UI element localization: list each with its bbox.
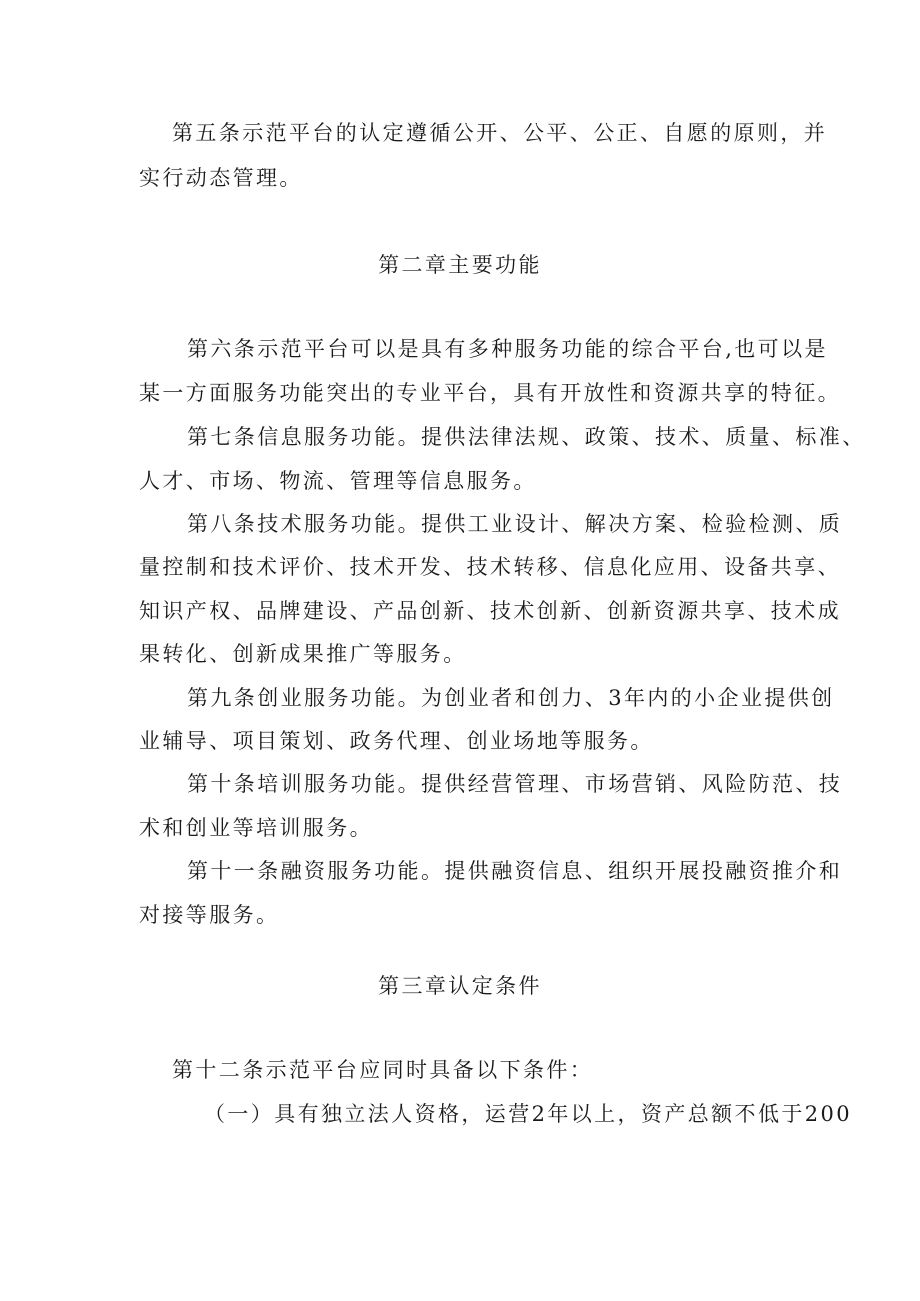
chapter-3-title: 第三章认定条件 [378,974,542,998]
article-12-item-1: （一）具有独立法人资格，运营2年以上，资产总额不低于200 [204,1102,853,1126]
article-12-line-1: 第十二条示范平台应同时具备以下条件： [172,1058,594,1082]
article-6-line-2: 某一方面服务功能突出的专业平台，具有开放性和资源共享的特征。 [139,381,841,405]
article-5-line-2: 实行动态管理。 [139,166,303,190]
article-7-line-2: 人才、市场、物流、管理等信息服务。 [139,469,537,493]
article-8-line-4: 果转化、创新成果推广等服务。 [139,642,467,666]
article-11-line-1: 第十一条融资服务功能。提供融资信息、组织开展投融资推介和 [187,859,843,883]
chapter-2-title: 第二章主要功能 [378,253,542,277]
article-6-line-1: 第六条示范平台可以是具有多种服务功能的综合平台,也可以是 [187,337,828,361]
article-8-line-2: 量控制和技术评价、技术开发、技术转移、信息化应用、设备共享、 [139,555,841,579]
article-8-line-3: 知识产权、品牌建设、产品创新、技术创新、创新资源共享、技术成 [139,599,841,623]
article-7-line-1: 第七条信息服务功能。提供法律法规、政策、技术、质量、标准、 [187,425,866,449]
article-8-line-1: 第八条技术服务功能。提供工业设计、解决方案、检验检测、质 [187,512,843,536]
article-10-line-1: 第十条培训服务功能。提供经营管理、市场营销、风险防范、技 [187,772,843,796]
article-11-line-2: 对接等服务。 [139,903,280,927]
article-9-line-2: 业辅导、项目策划、政务代理、创业场地等服务。 [139,729,654,753]
article-5-line-1: 第五条示范平台的认定遵循公开、公平、公正、自愿的原则，并 [172,121,828,145]
article-9-line-1: 第九条创业服务功能。为创业者和创力、3年内的小企业提供创 [187,686,835,710]
article-10-line-2: 术和创业等培训服务。 [139,816,373,840]
